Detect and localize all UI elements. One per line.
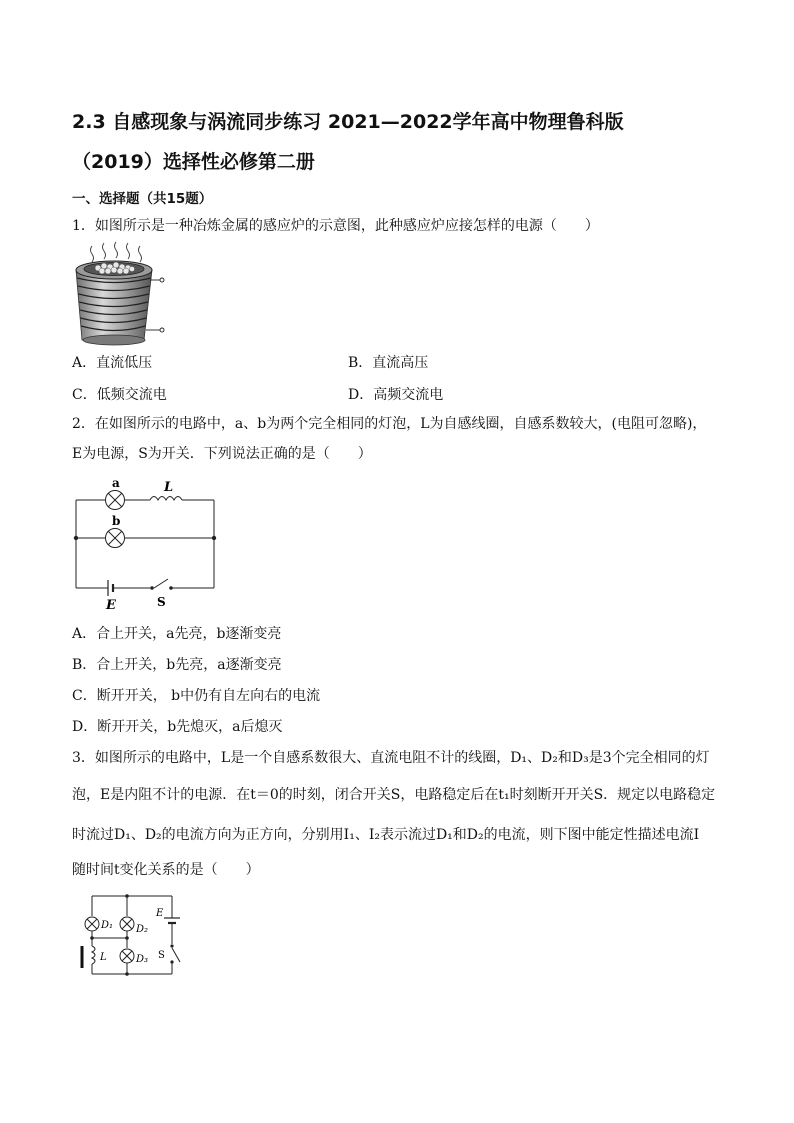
lamp-d1-label: D₁ [101,920,114,931]
lamp-d3-label: D₃ [136,954,149,965]
document-title-line-1: 2.3 自感现象与涡流同步练习 2021—2022学年高中物理鲁科版 [72,111,624,133]
circuit-figure-2 [68,476,228,616]
question-2-stem-line-1: 2．在如图所示的电路中，a、b为两个完全相同的灯泡，L为自感线圈，自感系数较大，(电阻可忽略)， [72,416,707,432]
circuit-figure-3 [72,890,192,980]
question-3-stem-line-1: 3．如图所示的电路中，L是一个自感系数很大、直流电阻不计的线圈，D₁、D₂和D₃是3个完全相同的灯 [72,750,710,766]
question-1-option-c: C．低频交流电 [72,387,167,403]
question-1-option-d: D．高频交流电 [348,387,444,403]
lamp-d2-label: D₂ [136,924,149,935]
source-e-label: E [106,598,116,613]
question-2-stem-line-2: E为电源，S为开关．下列说法正确的是（ ） [72,446,372,462]
inductor-l-label: L [100,952,107,963]
document-title-line-2: （2019）选择性必修第二册 [72,151,315,173]
induction-furnace-figure [68,240,180,352]
lamp-b-label: b [112,514,121,528]
question-1-stem: 1．如图所示是一种冶炼金属的感应炉的示意图，此种感应炉应接怎样的电源（ ） [72,218,599,234]
question-2-option-a: A．合上开关，a先亮，b逐渐变亮 [72,626,282,642]
switch-s-label: S [158,950,165,961]
question-2-option-c: C．断开开关， b中仍有自左向右的电流 [72,688,321,704]
lamp-a-label: a [112,476,120,490]
question-2-option-d: D．断开开关，b先熄灭，a后熄灭 [72,719,283,735]
section-heading: 一、选择题（共15题） [72,191,213,207]
question-3-stem-line-2: 泡，E是内阻不计的电源．在t＝0的时刻，闭合开关S，电路稳定后在t₁时刻断开开关S．规定以电路稳定 [72,787,716,803]
question-3-stem-line-4: 随时间t变化关系的是（ ） [72,862,260,878]
source-e-label: E [156,908,164,919]
question-3-stem-line-3: 时流过D₁、D₂的电流方向为正方向，分别用I₁、I₂表示流过D₁和D₂的电流，则下图中能定性描述电流I [72,827,700,843]
switch-s-label: S [157,595,166,609]
question-1-option-a: A．直流低压 [72,355,153,371]
inductor-l-label: L [164,480,174,495]
question-1-option-b: B．直流高压 [348,355,429,371]
question-2-option-b: B．合上开关，b先亮，a逐渐变亮 [72,657,282,673]
